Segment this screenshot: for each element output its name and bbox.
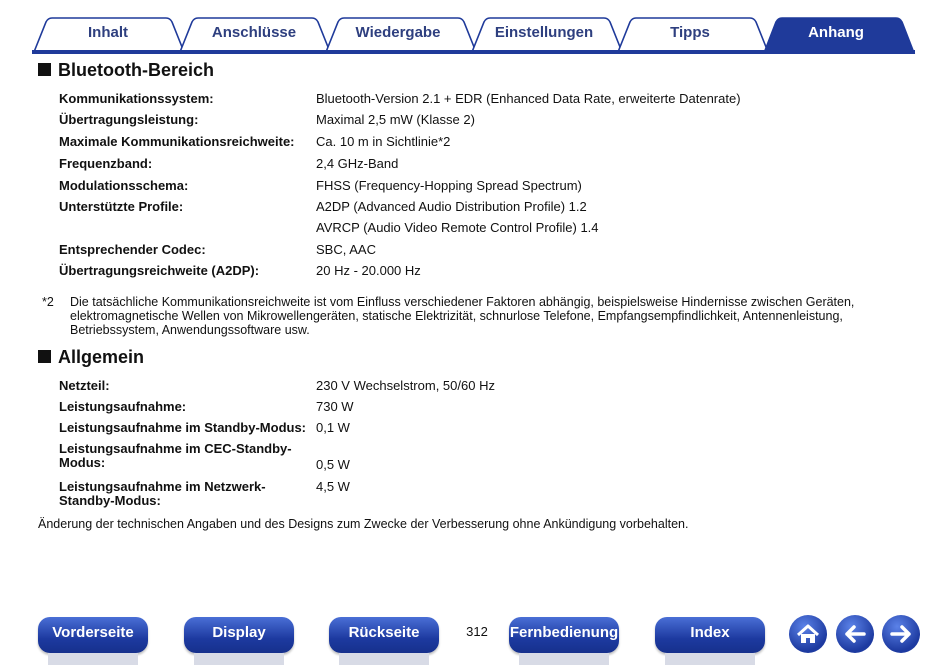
spec-value: AVRCP (Audio Video Remote Control Profile) 1.4 [316, 220, 599, 235]
index-button[interactable]: Index [655, 617, 765, 653]
spec-key: Frequenzband: [59, 156, 153, 171]
spec-value: 0,5 W [316, 457, 350, 472]
button-shadow [339, 653, 429, 665]
tab-einstellungen[interactable]: Einstellungen [494, 24, 594, 41]
rear-view-button[interactable]: Rückseite [329, 617, 439, 653]
spec-value: SBC, AAC [316, 242, 376, 257]
page-number: 312 [466, 624, 488, 639]
section-title-allgemein: Allgemein [38, 347, 144, 368]
disclaimer-text: Änderung der technischen Angaben und des Designs zum Zwecke der Verbesserung ohne Ankündigung vorbehalten. [38, 517, 689, 531]
footnote-text: Die tatsächliche Kommunikationsreichweite ist vom Einfluss verschiedener Faktoren abhängig, beispielsweise Hindernisse zwischen Geräten, elektromagnetische Wellen von Mikrowellengeräten, statische Elektrizität, schnurlose Telefone, Empfangsempfindlichkeit, Antennenleistung, Betriebssystem, Anwendungssoftware usw. [70, 295, 855, 337]
tab-bar [0, 0, 950, 56]
tab-tipps[interactable]: Tipps [670, 24, 710, 41]
button-shadow [665, 653, 755, 665]
button-shadow [519, 653, 609, 665]
footnote-mark: *2 [42, 295, 54, 309]
section-title-bluetooth: Bluetooth-Bereich [38, 60, 214, 81]
spec-value: Maximal 2,5 mW (Klasse 2) [316, 112, 475, 127]
display-button[interactable]: Display [184, 617, 294, 653]
spec-key: Modulationsschema: [59, 178, 189, 193]
spec-key: Leistungsaufnahme im CEC-Standby-Modus: [59, 441, 292, 470]
spec-value: Bluetooth-Version 2.1 + EDR (Enhanced Data Rate, erweiterte Datenrate) [316, 91, 741, 106]
button-shadow [48, 653, 138, 665]
spec-value: 2,4 GHz-Band [316, 156, 399, 171]
spec-key: Übertragungsleistung: [59, 112, 199, 127]
spec-key: Leistungsaufnahme im Netzwerk-Standby-Modus: [59, 479, 266, 508]
home-icon[interactable] [789, 615, 827, 653]
spec-value: A2DP (Advanced Audio Distribution Profile) 1.2 [316, 199, 587, 214]
arrow-left-icon[interactable] [836, 615, 874, 653]
remote-control-button[interactable]: Fernbedienung [509, 617, 619, 653]
spec-key: Übertragungsreichweite (A2DP): [59, 263, 260, 278]
spec-value: 20 Hz - 20.000 Hz [316, 263, 421, 278]
arrow-right-icon[interactable] [882, 615, 920, 653]
spec-key: Netzteil: [59, 378, 110, 393]
spec-value: 230 V Wechselstrom, 50/60 Hz [316, 378, 495, 393]
bullet-square-icon [38, 350, 51, 363]
button-shadow [194, 653, 284, 665]
spec-value: 0,1 W [316, 420, 350, 435]
spec-key: Kommunikationssystem: [59, 91, 214, 106]
spec-key: Leistungsaufnahme im Standby-Modus: [59, 420, 307, 435]
tab-inhalt[interactable]: Inhalt [88, 24, 128, 41]
tab-anhang[interactable]: Anhang [808, 24, 864, 41]
spec-value: FHSS (Frequency-Hopping Spread Spectrum) [316, 178, 582, 193]
spec-key: Maximale Kommunikationsreichweite: [59, 134, 295, 149]
spec-key: Leistungsaufnahme: [59, 399, 187, 414]
spec-key: Unterstützte Profile: [59, 199, 184, 214]
bullet-square-icon [38, 63, 51, 76]
spec-value: 730 W [316, 399, 354, 414]
spec-value: 4,5 W [316, 479, 350, 494]
tab-wiedergabe[interactable]: Wiedergabe [355, 24, 441, 41]
spec-value: Ca. 10 m in Sichtlinie*2 [316, 134, 451, 149]
front-view-button[interactable]: Vorderseite [38, 617, 148, 653]
spec-key: Entsprechender Codec: [59, 242, 206, 257]
tab-anschluesse[interactable]: Anschlüsse [211, 24, 297, 41]
